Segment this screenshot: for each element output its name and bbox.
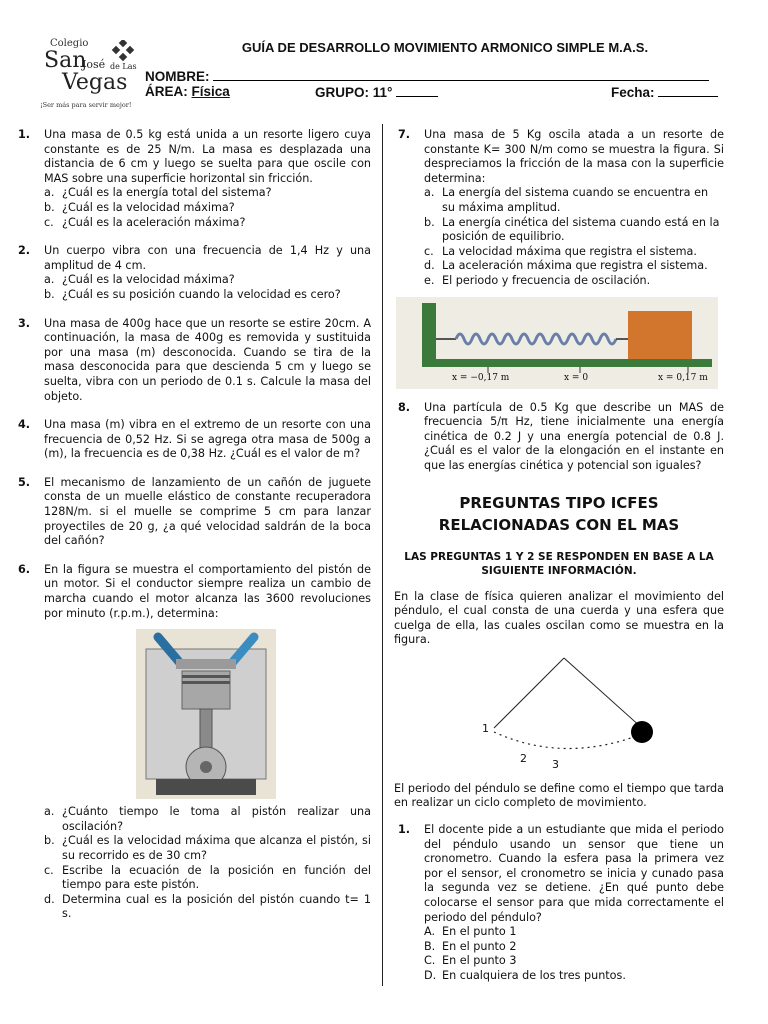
icfes-subtitle-line-1: LAS PREGUNTAS 1 Y 2 SE RESPONDEN EN BASE A LA [404, 550, 714, 563]
logo-jose-text: José [82, 58, 106, 71]
sub-item: c. Escribe la ecuación de la posición en función del tiempo para este pistón. [44, 863, 371, 892]
sub-item: b. ¿Cuál es la velocidad máxima que alcanza el pistón, si su recorrido es de 30 cm? [44, 834, 371, 862]
sub-item-text: ¿Cuál es la velocidad máxima? [62, 273, 235, 287]
question-number: 6. [18, 562, 31, 576]
sub-item-text: El periodo y frecuencia de oscilación. [442, 273, 651, 287]
pendulum-figure [394, 652, 724, 772]
question-5 [14, 476, 371, 549]
pendulum-illustration [394, 652, 724, 772]
question-number: 4. [18, 418, 31, 432]
sub-item: d. La aceleración máxima que registra el sistema. [424, 259, 708, 273]
grupo-value: 11° [372, 85, 393, 100]
sub-item-text: ¿Cuál es la energía total del sistema? [62, 186, 272, 200]
nombre-field[interactable] [213, 68, 709, 81]
spring-label-right: x = 0,17 m [658, 372, 708, 383]
area-label: ÁREA: [145, 84, 188, 99]
question-number: 1. [398, 823, 411, 837]
pendulum-point-1: 1 [482, 721, 489, 735]
option-b[interactable]: B. En el punto 2 [424, 939, 517, 953]
sub-item: a. ¿Cuál es la energía total del sistema? [44, 186, 272, 200]
sub-item-text: La aceleración máxima que registra el sistema. [442, 259, 708, 273]
icfes-title-line-2: RELACIONADAS CON EL MAS [438, 515, 680, 534]
question-text: Una masa de 5 Kg oscila atada a un resorte de constante K= 300 N/m como se muestra la figura. Si despreciamos la fricción de la masa con la superficie determina: [424, 128, 724, 185]
period-definition: El periodo del péndulo se define como el tiempo que tarda en realizar un ciclo completo de movimiento. [394, 781, 724, 810]
sub-item-text: ¿Cuál es la aceleración máxima? [62, 215, 246, 229]
fecha-label: Fecha: [611, 85, 655, 100]
option-text: En el punto 1 [442, 925, 517, 939]
sub-item-text: ¿Cuál es la velocidad máxima que alcanza el pistón, si su recorrido es de 30 cm? [62, 834, 371, 862]
question-8 [394, 401, 724, 474]
option-text: En cualquiera de los tres puntos. [442, 969, 626, 982]
sub-item: d. Determina cual es la posición del pistón cuando t= 1 s. [44, 892, 371, 921]
icfes-title-line-1: PREGUNTAS TIPO ICFES [459, 493, 659, 512]
icfes-subtitle-line-2: SIGUIENTE INFORMACIÓN. [481, 564, 637, 577]
sub-item: c. La velocidad máxima que registra el sistema. [424, 244, 697, 258]
question-number: 2. [18, 244, 31, 258]
question-3 [14, 317, 371, 405]
left-column [14, 128, 371, 922]
question-1 [14, 128, 371, 186]
question-text: En la figura se muestra el comportamiento del pistón de un motor. Si el conductor siempre realiza un cambio de marcha cuando el motor alcanza las 3600 revoluciones por minuto (r.p.m.), determina: [44, 562, 371, 620]
sub-item: b. La energía cinética del sistema cuando está en la posición de equilibrio. [394, 216, 724, 245]
area-value: Física [191, 84, 230, 99]
spring-mass-figure [396, 297, 718, 389]
sub-item-text: Determina cual es la posición del pistón cuando t= 1 s. [62, 892, 371, 921]
question-text: El docente pide a un estudiante que mida el periodo del péndulo usando un sensor que tiene un cronometro. Cuando la esfera pasa la primera vez por el sensor, el cronometro se inicia y cunado pasa la segunda vez se detiene. ¿En qué punto debe colocarse el sensor para que mida correctamente el periodo del péndulo? [424, 823, 724, 924]
option-text: En el punto 3 [442, 954, 517, 968]
sub-item-text: ¿Cuál es su posición cuando la velocidad es cero? [62, 287, 341, 301]
option-a[interactable]: A. En el punto 1 [424, 925, 517, 939]
logo-colegio-text: Colegio [50, 38, 89, 49]
option-d[interactable]: D. En cualquiera de los tres puntos. [424, 969, 626, 982]
option-c[interactable]: C. En el punto 3 [424, 954, 517, 968]
question-text: Una masa de 400g hace que un resorte se estire 20cm. A continuación, la masa de 400g es removida y sustituida por una masa (m) desconocida. Cuando se tira de la masa desconocida para que descienda 5 cm y luego se suelta, vibra con un periodo de 0.1 s. Calcule la masa del objeto. [44, 316, 371, 403]
logo-delas-text: de Las [110, 62, 137, 71]
sub-item-text: La energía cinética del sistema cuando está en la posición de equilibrio. [442, 215, 720, 244]
logo-vegas-text: Vegas [62, 70, 128, 95]
question-4 [14, 418, 371, 462]
piston-illustration [136, 629, 276, 799]
sub-item: e. El periodo y frecuencia de oscilación. [424, 273, 651, 287]
sub-item-text: Escribe la ecuación de la posición en función del tiempo para este pistón. [62, 863, 371, 892]
sub-item-text: La energía del sistema cuando se encuentra en su máxima amplitud. [442, 186, 709, 214]
question-number: 7. [398, 128, 411, 141]
icfes-question-1 [394, 823, 724, 925]
question-number: 1. [18, 128, 31, 141]
spring-label-left: x = −0,17 m [452, 372, 510, 383]
nombre-label: NOMBRE: [145, 69, 210, 84]
sub-item: b. ¿Cuál es su posición cuando la velocidad es cero? [44, 287, 341, 301]
logo-motto-text: ¡Ser más para servir mejor! [40, 101, 132, 109]
logo-emblem-icon [110, 40, 136, 66]
logo-san-text: San [44, 48, 87, 73]
sub-item: b. ¿Cuál es la velocidad máxima? [44, 200, 235, 214]
area-row [145, 84, 725, 99]
sub-item: a. ¿Cuánto tiempo le toma al pistón realizar una oscilación? [44, 805, 371, 833]
sub-item-text: ¿Cuál es la velocidad máxima? [62, 200, 235, 214]
question-text: Una partícula de 0.5 Kg que describe un MAS de frecuencia 5/π Hz, tiene inicialmente una energía cinética de 0.2 J y una energía potencial de 0.8 J. ¿Cuál es el valor de la elongación en el instante en que las energías cinética y potencial son iguales? [424, 400, 724, 472]
question-number: 3. [18, 316, 31, 330]
grupo-field[interactable] [396, 84, 438, 97]
page-title: GUÍA DE DESARROLLO MOVIMIENTO ARMONICO SIMPLE M.A.S. [241, 40, 649, 55]
question-number: 5. [18, 475, 31, 489]
question-text: Un cuerpo vibra con una frecuencia de 1,4 Hz y una amplitud de 4 cm. [44, 244, 371, 272]
column-divider [382, 124, 383, 986]
pendulum-point-2: 2 [520, 751, 527, 765]
pendulum-point-3: 3 [552, 757, 559, 771]
question-2 [14, 244, 371, 273]
pendulum-intro: En la clase de física quieren analizar el movimiento del péndulo, el cual consta de una cuerda y una esfera que cuelga de ella, las cuales oscilan como se muestra en la figura. [394, 589, 724, 647]
option-text: En el punto 2 [442, 939, 517, 953]
spring-label-mid: x = 0 [564, 372, 589, 383]
question-number: 8. [398, 400, 411, 414]
sub-item-text: ¿Cuánto tiempo le toma al pistón realizar una oscilación? [62, 805, 371, 833]
sub-item: c. ¿Cuál es la aceleración máxima? [44, 215, 246, 229]
question-7 [394, 128, 724, 186]
school-logo [40, 38, 140, 116]
question-text: Una masa de 0.5 kg está unida a un resorte ligero cuya constante es de 25 N/m. La masa es desplazada una distancia de 6 cm y luego se suelta para que oscile con MAS sobre una superficie horizontal sin fricción. [44, 128, 371, 185]
question-text: Una masa (m) vibra en el extremo de un resorte con una frecuencia de 0,52 Hz. Si se agrega otra masa de 500g a (m), la frecuencia es de 0,38 Hz. ¿Cuál es el valor de m? [44, 418, 371, 461]
nombre-row [145, 68, 709, 84]
sub-item: a. ¿Cuál es la velocidad máxima? [44, 273, 235, 287]
engine-piston-figure [136, 629, 276, 799]
grupo-label: GRUPO: [315, 85, 369, 100]
sub-item-text: La velocidad máxima que registra el sistema. [442, 244, 697, 258]
question-text: El mecanismo de lanzamiento de un cañón de juguete consta de un muelle elástico de constante recuperadora 128N/m. si el muelle se comprime 5 cm para lanzar proyectiles de 20 g, ¿a qué velocidad saldrán de la boca del cañón? [44, 475, 371, 548]
question-6 [14, 563, 371, 621]
fecha-field[interactable] [658, 84, 718, 97]
sub-item: a. La energía del sistema cuando se encuentra en su máxima amplitud. [394, 186, 724, 215]
right-column [394, 128, 724, 984]
